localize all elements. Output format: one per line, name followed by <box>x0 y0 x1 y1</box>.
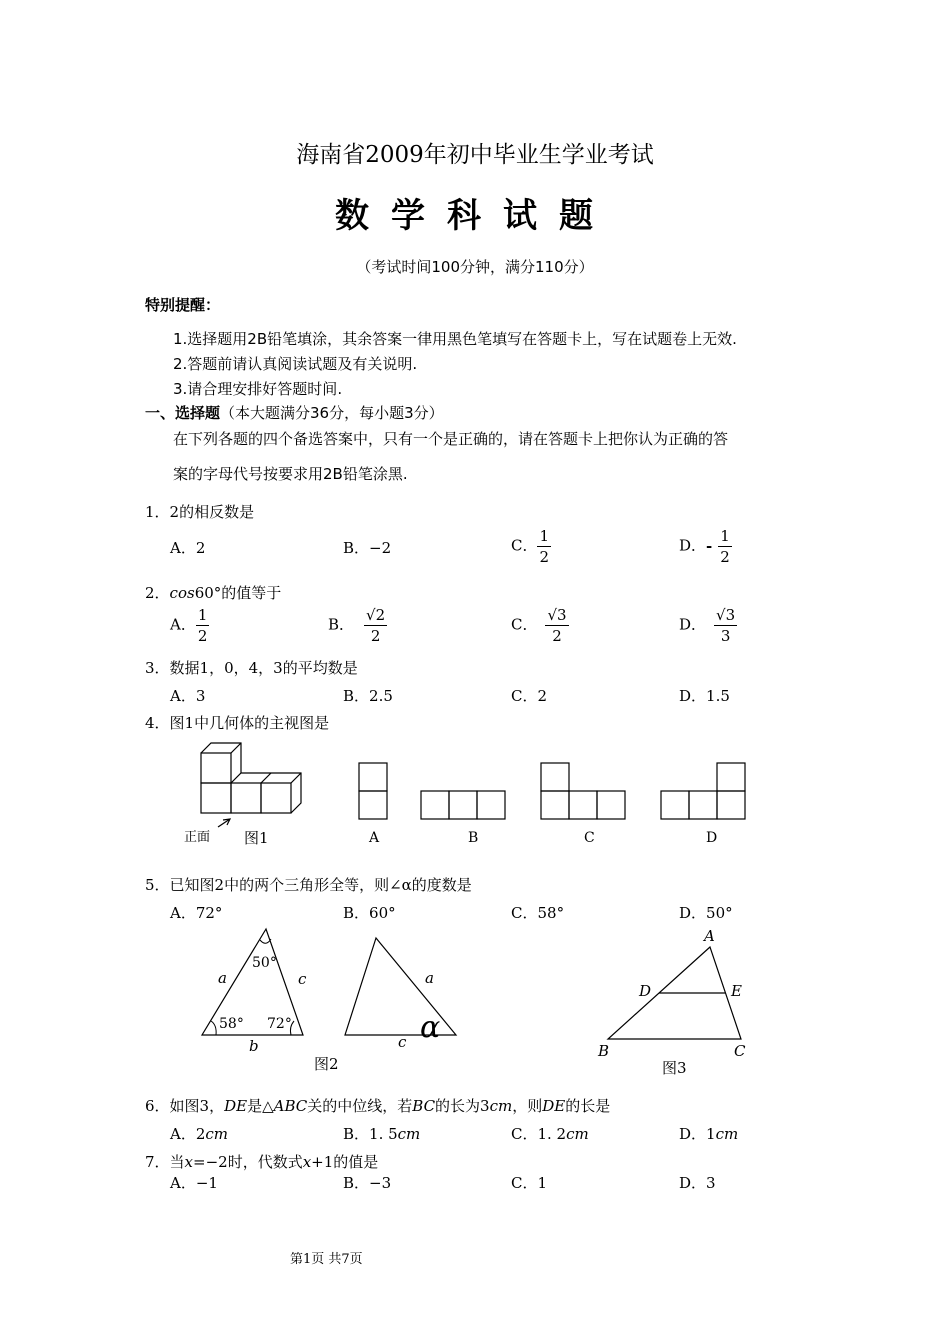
q6-abc: ABC <box>273 1097 308 1115</box>
q1-option-c <box>511 526 551 567</box>
q6-d-value: D．1 <box>679 1125 716 1143</box>
figure1-solid <box>201 743 301 827</box>
fig3-point-d: D <box>639 982 652 1000</box>
q6-a-unit: cm <box>205 1125 229 1143</box>
notice-item-2: 2.答题前请认真阅读试题及有关说明. <box>173 355 418 373</box>
section1-instruction-2: 案的字母代号按要求用2B铅笔涂黑. <box>173 465 408 483</box>
section1-info: （本大题满分36分，每小题3分） <box>220 404 444 422</box>
angle-arc-left <box>211 1021 216 1035</box>
q6-c-unit: cm <box>566 1125 589 1143</box>
q2-b-den: 2 <box>370 627 381 645</box>
q6-option-c <box>511 1123 589 1144</box>
q6-end: 的长是 <box>565 1097 611 1115</box>
figure2-label: 图2 <box>314 1055 339 1073</box>
tri2-side-a: a <box>425 969 434 987</box>
angle-left-label: 58° <box>219 1016 244 1032</box>
front-label: 正面 <box>184 830 211 845</box>
q6-de2: DE <box>542 1097 566 1115</box>
figure3-label: 图3 <box>662 1059 687 1077</box>
q2-option-d <box>679 605 737 646</box>
q7-x2: x <box>302 1153 312 1171</box>
q2-c-label: C． <box>511 615 538 634</box>
q2-option-a <box>170 605 209 646</box>
option-a-view <box>359 763 387 819</box>
q2-d-den: 3 <box>720 627 731 645</box>
alpha-label: α <box>420 1010 441 1045</box>
q2-fn: cos <box>169 584 195 602</box>
angle-top-label: 50° <box>252 955 277 971</box>
q2-d-num: √3 <box>716 606 736 624</box>
q6-option-d <box>679 1123 738 1144</box>
q6-cm: cm <box>489 1097 513 1115</box>
q5-option-d: D．50° <box>679 904 733 922</box>
fig3-point-b: B <box>598 1042 610 1060</box>
tri1-side-b: b <box>249 1037 259 1055</box>
fig3-point-c: C <box>734 1042 746 1060</box>
figure1-label: 图1 <box>244 829 269 847</box>
q3-option-c: C．2 <box>511 687 548 705</box>
notice-item-1: 1.选择题用2B铅笔填涂，其余答案一律用黑色笔填写在答题卡上，写在试题卷上无效. <box>173 330 737 348</box>
q2-a-num: 1 <box>197 606 208 624</box>
q7-option-a: A．−1 <box>170 1174 218 1192</box>
page-number: 第1页 共7页 <box>290 1252 363 1267</box>
q2-c-den: 2 <box>552 627 562 645</box>
q6-b-unit: cm <box>397 1125 421 1143</box>
q1-d-sign: - <box>706 536 713 555</box>
section1-label: 一、选择题 <box>145 404 221 422</box>
q6-mid4: ，则 <box>512 1097 543 1115</box>
q6-bc: BC <box>412 1097 436 1115</box>
q7-stem <box>145 1151 378 1172</box>
q5-option-c: C．58° <box>511 904 565 922</box>
q2-option-c <box>511 605 569 646</box>
q6-mid3: 的长为3 <box>435 1097 490 1115</box>
q7-x: x <box>184 1153 194 1171</box>
q3-stem: 3．数据1，0，4，3的平均数是 <box>145 659 358 677</box>
q2-c-num: √3 <box>547 606 567 624</box>
q1-option-d <box>679 526 732 567</box>
q1-option-b: B．−2 <box>343 539 392 557</box>
q6-c-value: C．1. 2 <box>511 1125 567 1143</box>
q7-option-d: D．3 <box>679 1174 716 1192</box>
q6-d-unit: cm <box>715 1125 739 1143</box>
q4-stem: 4．图1中几何体的主视图是 <box>145 714 330 732</box>
q7-option-b: B．−3 <box>343 1174 392 1192</box>
q2-stem <box>145 582 281 603</box>
q6-mid1: 是△ <box>247 1097 274 1115</box>
q1-c-label: C． <box>511 536 538 555</box>
q6-option-a <box>170 1123 228 1144</box>
q1-c-den: 2 <box>539 548 550 566</box>
q4-option-a: A <box>369 830 380 846</box>
q2-a-den: 2 <box>197 627 208 645</box>
q4-figures <box>170 735 770 855</box>
q1-d-num: 1 <box>720 527 730 545</box>
q6-pre: 6．如图3， <box>145 1097 225 1115</box>
section1-instruction-1: 在下列各题的四个备选答案中，只有一个是正确的，请在答题卡上把你认为正确的答 <box>173 430 729 448</box>
q2-a-label: A． <box>170 615 196 634</box>
q2-num: 2． <box>145 584 170 602</box>
q7-option-c: C．1 <box>511 1174 548 1192</box>
exam-title: 海南省2009年初中毕业生学业考试 <box>296 142 654 168</box>
q7-pre: 7．当 <box>145 1153 185 1171</box>
section1-heading <box>145 402 444 423</box>
q4-option-b: B <box>468 830 479 846</box>
angle-right-label: 72° <box>267 1016 292 1032</box>
q3-option-b: B．2.5 <box>343 687 393 705</box>
notice-item-3: 3.请合理安排好答题时间. <box>173 380 343 398</box>
q2-b-num: √2 <box>366 606 386 624</box>
q2-option-b <box>328 605 387 646</box>
q1-d-label: D． <box>679 536 707 555</box>
q7-mid: =−2时，代数式 <box>193 1153 303 1171</box>
q1-c-num: 1 <box>539 527 550 545</box>
q3-option-a: A．3 <box>170 687 206 705</box>
tri2-side-c: c <box>398 1033 407 1051</box>
option-c-view <box>541 763 625 819</box>
q2-d-label: D． <box>679 615 707 634</box>
q3-option-d: D．1.5 <box>679 687 730 705</box>
q6-a-value: A．2 <box>170 1125 206 1143</box>
tri1-side-a: a <box>218 969 227 987</box>
q7-end: +1的值是 <box>311 1153 379 1171</box>
q1-c-fraction <box>537 526 551 567</box>
q6-stem <box>145 1095 610 1116</box>
q4-option-d: D <box>706 830 718 846</box>
q6-b-value: B．1. 5 <box>343 1125 398 1143</box>
q2-b-label: B． <box>328 615 355 634</box>
q1-d-den: 2 <box>720 548 730 566</box>
notice-heading: 特别提醒： <box>145 296 221 314</box>
fig3-point-e: E <box>731 982 742 1000</box>
option-d-view <box>661 763 745 819</box>
q4-option-c: C <box>584 830 595 846</box>
option-b-view <box>421 791 505 819</box>
tri1-side-c: c <box>298 970 307 988</box>
q5-figures <box>190 925 770 1080</box>
q6-de: DE <box>224 1097 248 1115</box>
q1-stem: 1．2的相反数是 <box>145 503 255 521</box>
q1-d-fraction <box>718 526 732 567</box>
q2-rest: 60°的值等于 <box>194 584 282 602</box>
q5-option-a: A．72° <box>170 904 223 922</box>
q6-option-b <box>343 1123 420 1144</box>
q5-stem: 5．已知图2中的两个三角形全等，则∠α的度数是 <box>145 876 472 894</box>
subject-title: 数学科试题 <box>335 196 615 236</box>
exam-info: （考试时间100分钟，满分110分） <box>356 258 594 276</box>
q1-option-a: A．2 <box>170 539 206 557</box>
fig3-point-a: A <box>704 927 715 945</box>
q5-option-b: B．60° <box>343 904 396 922</box>
q6-mid2: 关的中位线，若 <box>307 1097 413 1115</box>
